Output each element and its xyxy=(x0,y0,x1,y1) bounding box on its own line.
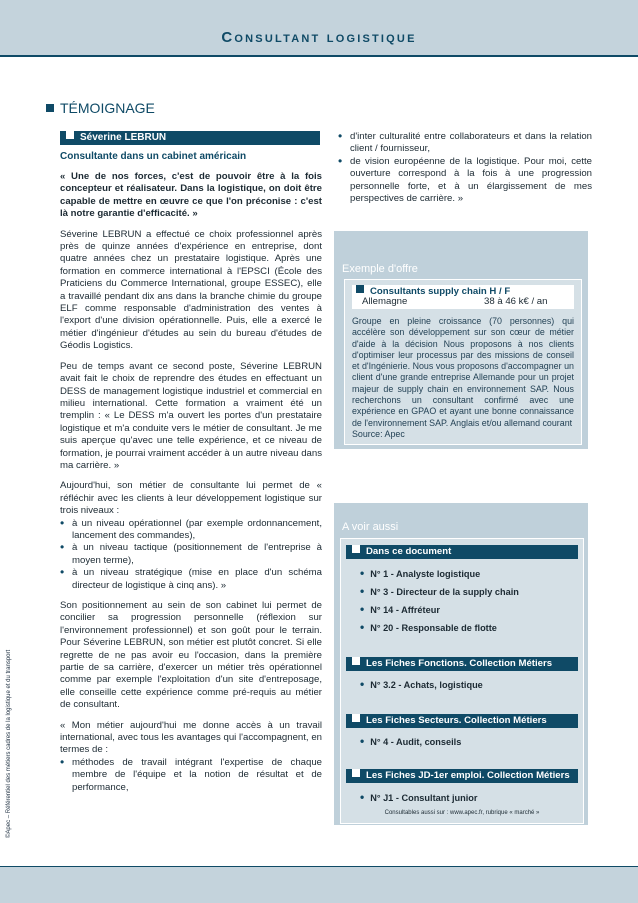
person-name: Séverine LEBRUN xyxy=(80,132,167,143)
person-name-bar xyxy=(60,131,320,145)
header-rule xyxy=(0,55,638,57)
offer-body xyxy=(352,316,574,440)
bullet-icon: • xyxy=(360,620,365,634)
bullet-icon: • xyxy=(360,602,365,616)
square-bullet-icon xyxy=(66,131,74,139)
list-item: • d'inter culturalité entre collaborateurs et dans la relation client / fournisseur, xyxy=(338,131,592,156)
see-also-item: • N° 1 - Analyste logistique xyxy=(360,566,481,580)
bullet-icon: • xyxy=(360,677,365,691)
list-item: • à un niveau stratégique (mise en place d'un schéma directeur de logistique à cinq ans). » xyxy=(60,567,322,592)
footer-rule xyxy=(0,866,638,867)
header-band xyxy=(0,0,638,56)
paragraph: « Mon métier aujourd'hui me donne accès à un travail international, avec tous les avantages qui l'accompagnent, en termes de : xyxy=(60,719,322,756)
square-bullet-icon xyxy=(356,285,364,293)
offer-location: Allemagne xyxy=(362,296,408,307)
left-column xyxy=(60,171,322,802)
advantages-list-start xyxy=(60,757,322,794)
bullet-icon: • xyxy=(360,584,365,598)
list-item: • méthodes de travail intégrant l'expertise de chaque membre de l'équipe et la notion de résultat et de performance, xyxy=(60,757,322,794)
levels-list xyxy=(60,518,322,592)
offer-description: Groupe en pleine croissance (70 personnes) qui accélère son développement sur son cœur de métier d'aide à la décision Nous proposons à nos clients d'optimiser leur processus par des missions de conseil et d'Ingénierie. Nous vous proposons d'accompagner un client d'une grande entreprise Allemande pour un projet majeur de supply chain en environnement SAP. Nous recherchons un consultant confirmé avec une expérience en GPAO et ayant une bonne connaissance de l'environnement SAP. Anglais et/ou allemand courant xyxy=(352,316,574,428)
see-also-item: • N° 20 - Responsable de flotte xyxy=(360,620,497,634)
section-label: TÉMOIGNAGE xyxy=(60,100,155,116)
bullet-icon: • xyxy=(360,734,365,748)
right-column xyxy=(338,131,592,213)
offer-job-title: Consultants supply chain H / F xyxy=(370,286,511,297)
see-also-item: • N° 3 - Directeur de la supply chain xyxy=(360,584,519,598)
section-heading xyxy=(46,100,155,116)
see-also-title: A voir aussi xyxy=(342,521,399,533)
see-also-group-title: Les Fiches Secteurs. Collection Métiers xyxy=(346,714,578,728)
see-also-group-title: Les Fiches Fonctions. Collection Métiers xyxy=(346,657,578,671)
paragraph: Aujourd'hui, son métier de consultante lui permet de « réfléchir avec les clients à leur développement logistique sur trois niveaux : xyxy=(60,480,322,517)
offer-header xyxy=(352,285,574,309)
square-bullet-icon xyxy=(352,769,360,777)
square-bullet-icon xyxy=(46,104,54,112)
quote: « Une de nos forces, c'est de pouvoir être à la fois concepteur et réalisateur. Dans la logistique, on doit être capable de mettre en œuvre ce que l'on préconise : c'est là notre garantie d'efficacité. » xyxy=(60,171,322,220)
paragraph: Son positionnement au sein de son cabinet lui permet de concilier sa progression personnelle (réflexion sur l'environnement professionnel) et son goût pour le terrain. Pour Séverine LEBRUN, son métier est plutôt concret. Si elle regrette de ne pas avoir eu l'occasion, dans la première partie de sa carrière, d'exercer un métier très opérationnel comme par exemple l'exploitation d'un site d'entreposage, elle conseille cette expérience comme pré-requis au métier de consultant. xyxy=(60,600,322,711)
see-also-item: • N° 14 - Affréteur xyxy=(360,602,440,616)
bullet-icon: • xyxy=(360,566,365,580)
person-role: Consultante dans un cabinet américain xyxy=(60,151,247,162)
see-also-item: • N° 3.2 - Achats, logistique xyxy=(360,677,483,691)
bullet-icon: • xyxy=(360,790,365,804)
offer-salary: 38 à 46 k€ / an xyxy=(484,296,548,307)
advantages-list-continued xyxy=(338,131,592,205)
square-bullet-icon xyxy=(352,657,360,665)
list-item: • de vision européenne de la logistique. Pour moi, cette ouverture correspond à la fois à une progression personnelle forte, et à un élargissement de mes perspectives de carrière. » xyxy=(338,156,592,206)
footer-band xyxy=(0,866,638,903)
see-also-footnote: Consultables aussi sur : www.apec.fr, rubrique « marché » xyxy=(384,810,540,816)
list-item: • à un niveau tactique (positionnement de l'entreprise à moyen terme), xyxy=(60,542,322,567)
see-also-item: • N° 4 - Audit, conseils xyxy=(360,734,462,748)
paragraph: Séverine LEBRUN a effectué ce choix professionnel après près de quinze années d'expérience en entreprise, dont quatre années chez un prestataire logistique. Après une formation en commerce international à l'EPSCI (École des Praticiens du Commerce International, groupe ESSEC), elle a travaillé pendant dix ans dans la branche chimie du groupe ELF comme responsable d'administration des ventes à l'export d'une division opérationnelle. Puis, elle a exercé le métier d'ingénieur d'études au sein du bureau d'études de Géodis Logistics. xyxy=(60,228,322,352)
square-bullet-icon xyxy=(352,545,360,553)
paragraph: Peu de temps avant ce second poste, Séverine LEBRUN avait fait le choix de reprendre des études en effectuant un DESS de management logistique industriel et commercial en milieu international. Cette formation a vraiment été un tremplin : « Le DESS m'a ouvert les portes d'un prestataire logistique et m'a conduite vers le métier de consultant. Je me suis aperçue qu'avec une telle expérience, et ce niveau de formation, je pourrai vraiment accéder à un autre niveau dans ma carrière. » xyxy=(60,360,322,471)
offer-source: Source: Apec xyxy=(352,428,405,439)
see-also-item: • N° J1 - Consultant junior xyxy=(360,790,478,804)
see-also-group-title: Les Fiches JD-1er emploi. Collection Métiers xyxy=(346,769,578,783)
page-title: Consultant logistique xyxy=(221,29,417,46)
square-bullet-icon xyxy=(352,714,360,722)
list-item: • à un niveau opérationnel (par exemple ordonnancement, lancement des commandes), xyxy=(60,518,322,543)
side-copyright: ©Apec – Référentiel des métiers cadres de la logistique et du transport xyxy=(6,649,12,838)
offer-box-title: Exemple d'offre xyxy=(342,263,418,275)
see-also-group-title: Dans ce document xyxy=(346,545,578,559)
